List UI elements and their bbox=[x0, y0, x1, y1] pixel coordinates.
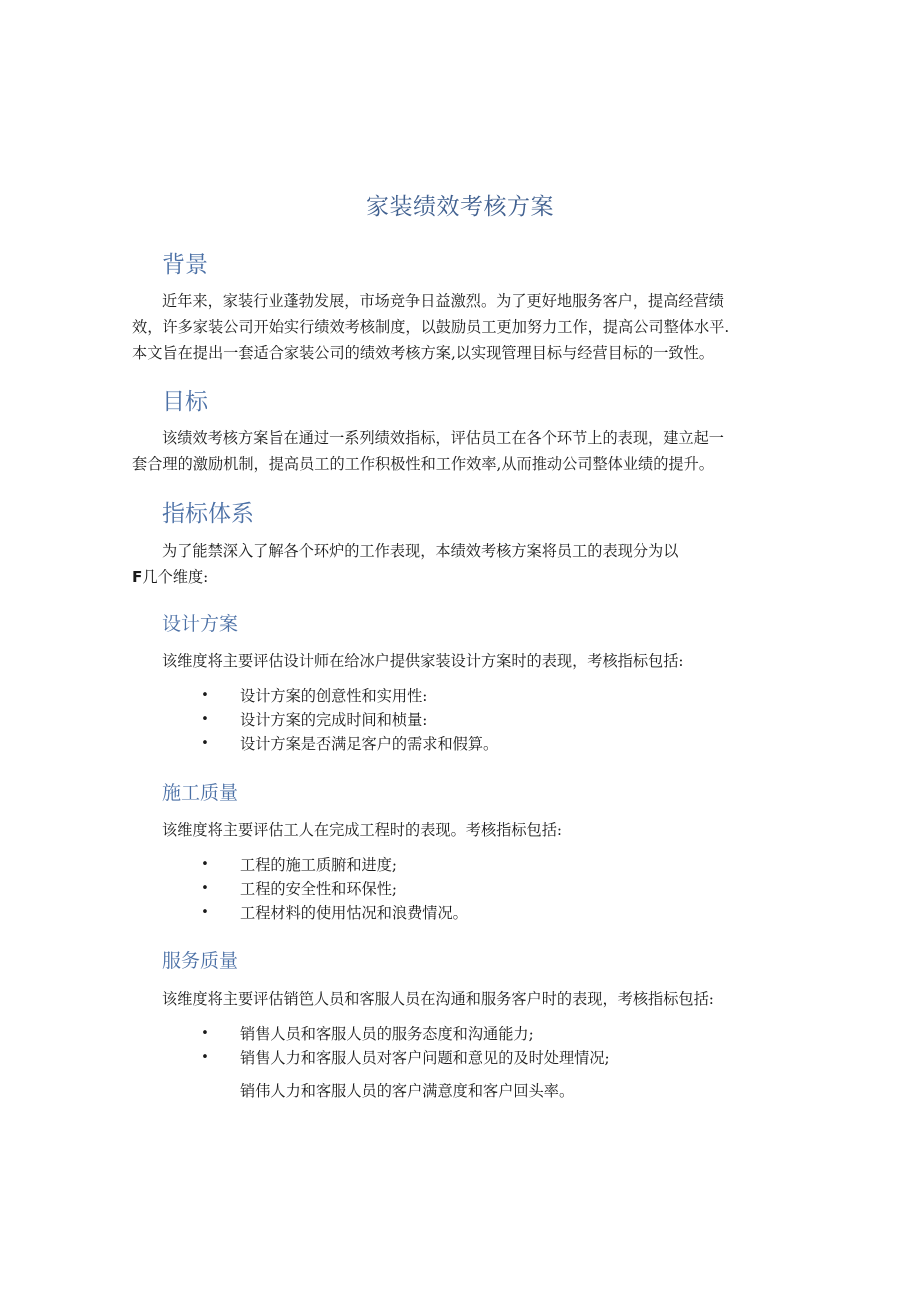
bullet-icon: • bbox=[201, 736, 209, 751]
paragraph-line: 效，许多家装公司开始实行绩效考核制度，以鼓励员工更加努力工作，提高公司整体水平. bbox=[132, 318, 730, 336]
heading-construction: 施工质量 bbox=[162, 782, 239, 804]
paragraph-indicators-line2 bbox=[132, 564, 208, 590]
design-intro: 该维度将主要评估设计师在给冰户提供家装设计方案时的表现，考核指标包括: bbox=[162, 652, 684, 670]
paragraph-line: 本文旨在提出一套适合家装公司的绩效考核方案,以实现管理目标与经营目标的一致性。 bbox=[132, 344, 714, 362]
heading-design: 设计方案 bbox=[162, 613, 239, 635]
bullet-icon: • bbox=[201, 1050, 209, 1065]
bullet-icon: • bbox=[201, 712, 209, 727]
heading-goal: 目标 bbox=[162, 389, 208, 415]
heading-background: 背景 bbox=[162, 252, 208, 278]
construction-intro: 该维度将主要评估工人在完成工程时的表现。考核指标包括: bbox=[162, 821, 562, 839]
heading-indicators: 指标体系 bbox=[162, 501, 254, 527]
paragraph-indicators-line1: 为了能禁深入了解各个环炉的工作表现，本绩效考核方案将员工的表现分为以 bbox=[162, 542, 679, 560]
paragraph-line: 该绩效考核方案旨在通过一系列绩效指标，评估员工在各个环节上的表现，建立起一 bbox=[162, 429, 724, 447]
bullet-icon: • bbox=[201, 688, 209, 703]
paragraph-line: 近年来，家装行业蓬勃发展，市场竞争日益激烈。为了更好地服务客户，提高经营绩 bbox=[162, 292, 724, 310]
paragraph-line: 套合理的激励机制，提高员工的工作积极性和工作效率,从而推动公司整体业绩的提升。 bbox=[132, 455, 714, 473]
paragraph-background bbox=[132, 288, 792, 366]
heading-service: 服务质量 bbox=[162, 950, 239, 972]
document-page: 家装绩效考核方案 背景 近年来，家装行业蓬勃发展，市场竞争日益激烈。为了更好地服务客户，提高经营绩 效，许多家装公司开始实行绩效考核制度，以鼓励员工更加努力工作，提高公司整体水平. 本文旨在提出一套适合家装公司的绩效考核方案,以实现管理目标与经营目标的一致性。 目标 该绩效考核方案旨在通过一系列绩效指标，评估员工在各个环节上的表现，建立起一 套合理的激励机制，提高员工的工作积极性和工作效率,从而推动公司整体业绩的提升。 指标体系 为了能禁深入了解各个环炉的工作表现，本绩效考核方案将员工的表现分为以 F几个维度: 设计方案 该维度将主要评估设计师在给冰户提供家装设计方案时的表现，考核指标包括: • 设计方案的创意性和实用性: • 设计方案的完成时间和桢量: • 设计方案是否满足客户的需求和假算。 施工质量 该维度将主要评估工人在完成工程时的表现。考核指标包括: • 工程的施工质腑和进度; • 工程的安全性和环保性; • 工程材料的使用怙况和浪费情况。 服务质量 该维度将主要评估销笆人员和客服人员在沟通和服务客户时的表现，考核指标包括: • 销售人员和客服人员的服务态度和沟通能力; • 销售人力和客服人员对客户问题和意见的及时处理情况; 销伟人力和客服人员的客户满意度和客户回头率。 bbox=[0, 0, 920, 1301]
paragraph-line: 几个维度: bbox=[142, 568, 209, 586]
bullet-icon: • bbox=[201, 857, 209, 872]
bullet-icon: • bbox=[201, 881, 209, 896]
paragraph-goal bbox=[132, 425, 792, 477]
document-title: 家装绩效考核方案 bbox=[366, 194, 554, 220]
bullet-icon: • bbox=[201, 905, 209, 920]
service-intro: 该维度将主要评估销笆人员和客服人员在沟通和服务客户时的表现，考核指标包括: bbox=[162, 990, 714, 1008]
bullet-icon: • bbox=[201, 1026, 209, 1041]
service-last-item: 销伟人力和客服人员的客户满意度和客户回头率。 bbox=[240, 1082, 575, 1100]
stray-letter: F bbox=[132, 568, 143, 586]
